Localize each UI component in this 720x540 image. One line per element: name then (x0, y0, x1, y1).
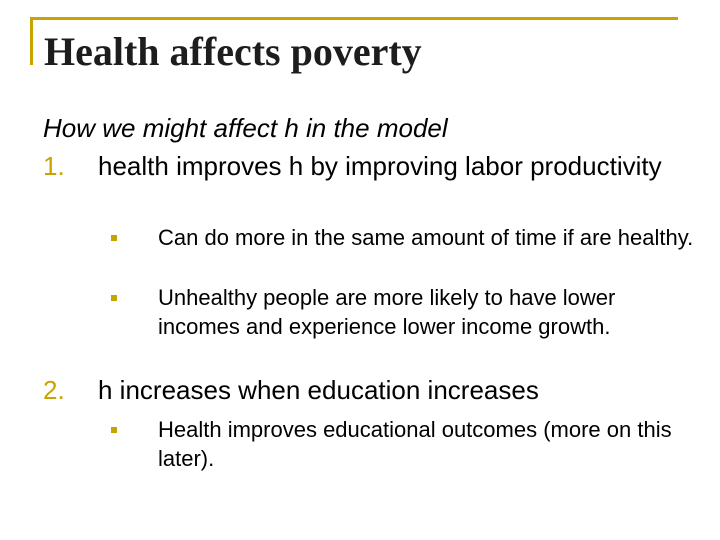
slide-title: Health affects poverty (44, 29, 422, 74)
bullet-square-icon (111, 427, 117, 433)
intro-text: How we might affect h in the model (43, 113, 448, 143)
item-number: 2. (43, 375, 65, 405)
title-frame-top-rule (30, 17, 678, 20)
title-frame-left-rule (30, 17, 33, 65)
item-number: 1. (43, 151, 65, 181)
subitem-text: Unhealthy people are more likely to have lower incomes and experience lower income growth. (158, 285, 616, 339)
subitem-text: Health improves educational outcomes (more on this later). (158, 417, 672, 471)
item-text: health improves h by improving labor productivity (98, 151, 662, 181)
bullet-square-icon (111, 235, 117, 241)
item-text: h increases when education increases (98, 375, 539, 405)
subitem-text: Can do more in the same amount of time if are healthy. (158, 225, 694, 250)
bullet-square-icon (111, 295, 117, 301)
